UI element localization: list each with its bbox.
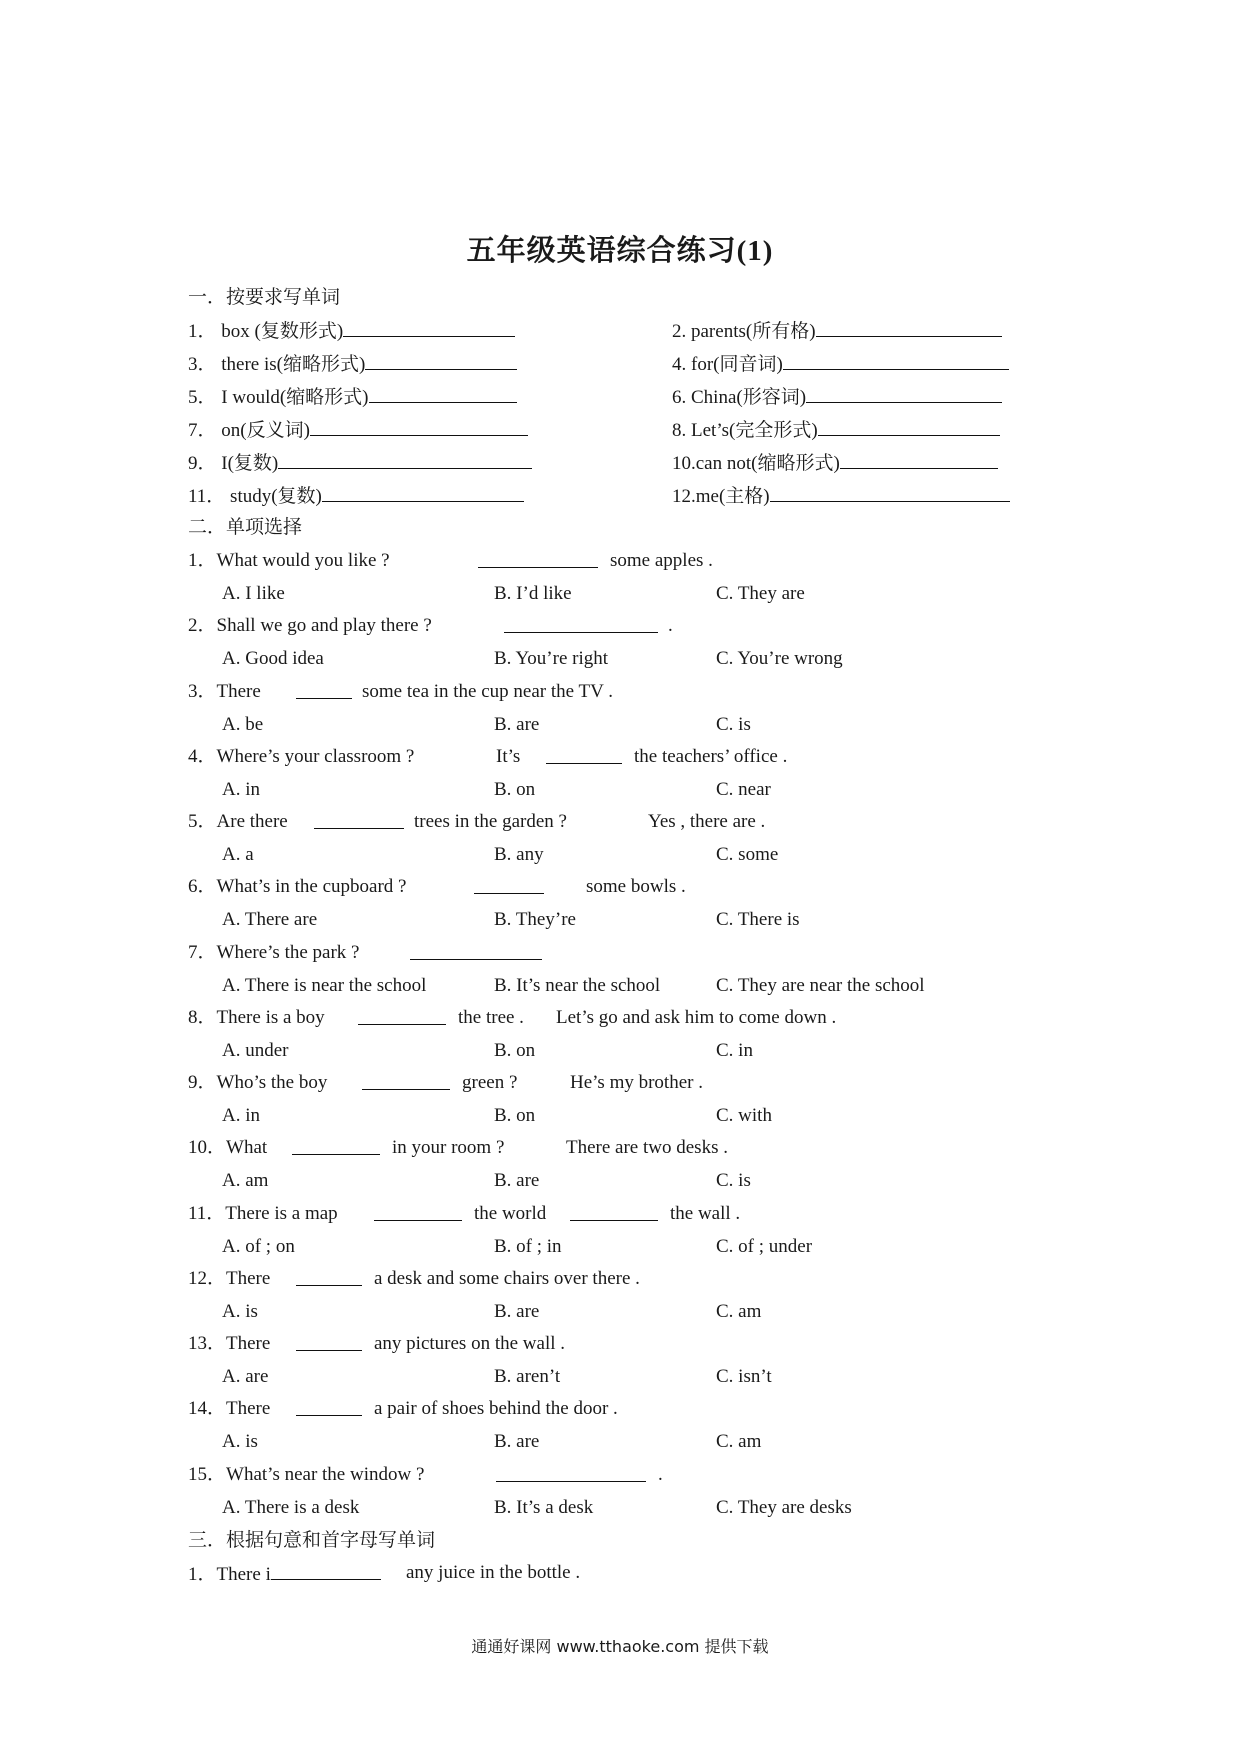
answer-blank[interactable] [296, 1332, 362, 1351]
option-b[interactable]: B. any [494, 844, 544, 865]
option-b[interactable]: B. of ; in [494, 1236, 562, 1257]
answer-blank[interactable] [816, 318, 1002, 337]
answer-blank[interactable] [374, 1202, 462, 1221]
question-5: 5．Are there [188, 811, 288, 832]
question-text: green ? [462, 1072, 518, 1093]
footer-credit: 通通好课网 www.tthaoke.com 提供下载 [471, 1637, 769, 1656]
word-item-7: 7． on(反义词) [188, 417, 528, 443]
option-b[interactable]: B. on [494, 779, 536, 800]
option-c[interactable]: C. is [716, 714, 751, 735]
option-b[interactable]: B. on [494, 1040, 536, 1061]
fill-item-1: 1．There i [188, 1561, 381, 1587]
answer-blank[interactable] [806, 384, 1002, 403]
option-b[interactable]: B. It’s near the school [494, 975, 661, 996]
question-13: 13．There [188, 1333, 271, 1354]
word-item-11: 11． study(复数) [188, 483, 524, 509]
answer-blank[interactable] [362, 1071, 450, 1090]
question-text: He’s my brother . [570, 1072, 703, 1093]
option-a[interactable]: A. am [222, 1170, 269, 1191]
word-item-2: 2. parents(所有格) [672, 318, 1002, 344]
question-8: 8．There is a boy [188, 1007, 325, 1028]
answer-blank[interactable] [296, 1397, 362, 1416]
word-item-1: 1． box (复数形式) [188, 318, 515, 344]
option-c[interactable]: C. near [716, 779, 771, 800]
question-15: 15．What’s near the window ? [188, 1464, 425, 1485]
answer-blank[interactable] [474, 875, 544, 894]
option-a[interactable]: A. under [222, 1040, 289, 1061]
answer-blank[interactable] [292, 1136, 380, 1155]
question-9: 9．Who’s the boy [188, 1072, 328, 1093]
word-item-3: 3． there is(缩略形式) [188, 351, 517, 377]
option-b[interactable]: B. It’s a desk [494, 1497, 594, 1518]
answer-blank[interactable] [365, 351, 517, 370]
option-b[interactable]: B. are [494, 1170, 540, 1191]
option-a[interactable]: A. a [222, 844, 254, 865]
question-text: trees in the garden ? [414, 811, 567, 832]
option-b[interactable]: B. are [494, 1431, 540, 1452]
option-c[interactable]: C. They are near the school [716, 975, 925, 996]
question-2: 2．Shall we go and play there ? [188, 615, 432, 636]
option-a[interactable]: A. Good idea [222, 648, 324, 669]
question-text: some tea in the cup near the TV . [362, 681, 613, 702]
option-a[interactable]: A. are [222, 1366, 269, 1387]
answer-blank[interactable] [343, 318, 515, 337]
option-b[interactable]: B. on [494, 1105, 536, 1126]
word-item-4: 4. for(同音词) [672, 351, 1009, 377]
question-text: a pair of shoes behind the door . [374, 1398, 618, 1419]
option-a[interactable]: A. in [222, 1105, 260, 1126]
question-text: a desk and some chairs over there . [374, 1268, 640, 1289]
question-text: It’s [496, 746, 521, 767]
option-c[interactable]: C. They are [716, 583, 805, 604]
option-b[interactable]: B. You’re right [494, 648, 609, 669]
section-1-heading: 一．按要求写单词 [188, 286, 341, 308]
option-c[interactable]: C. There is [716, 909, 800, 930]
question-text: Yes , there are . [648, 811, 766, 832]
option-c[interactable]: C. is [716, 1170, 751, 1191]
answer-blank[interactable] [818, 417, 1000, 436]
option-a[interactable]: A. There is near the school [222, 975, 427, 996]
option-b[interactable]: B. They’re [494, 909, 576, 930]
question-text: There are two desks . [566, 1137, 728, 1158]
answer-blank[interactable] [840, 450, 998, 469]
question-text: the tree . [458, 1007, 524, 1028]
option-a[interactable]: A. There is a desk [222, 1497, 360, 1518]
word-item-9: 9． I(复数) [188, 450, 532, 476]
option-c[interactable]: C. with [716, 1105, 772, 1126]
answer-blank[interactable] [322, 483, 524, 502]
answer-blank[interactable] [570, 1202, 658, 1221]
option-a[interactable]: A. in [222, 779, 260, 800]
word-item-10: 10.can not(缩略形式) [672, 450, 998, 476]
question-14: 14．There [188, 1398, 271, 1419]
answer-blank[interactable] [496, 1463, 646, 1482]
question-text: the teachers’ office . [634, 746, 788, 767]
option-b[interactable]: B. aren’t [494, 1366, 561, 1387]
option-a[interactable]: A. I like [222, 583, 285, 604]
question-12: 12．There [188, 1268, 271, 1289]
answer-blank[interactable] [278, 450, 532, 469]
question-text: in your room ? [392, 1137, 505, 1158]
option-b[interactable]: B. I’d like [494, 583, 572, 604]
question-text: . [658, 1464, 663, 1485]
option-a[interactable]: A. is [222, 1431, 258, 1452]
option-a[interactable]: A. is [222, 1301, 258, 1322]
word-item-5: 5． I would(缩略形式) [188, 384, 517, 410]
question-11: 11．There is a map [188, 1203, 338, 1224]
question-1: 1．What would you like ? [188, 550, 390, 571]
question-6: 6．What’s in the cupboard ? [188, 876, 407, 897]
question-text: Let’s go and ask him to come down . [556, 1007, 837, 1028]
answer-blank[interactable] [271, 1561, 381, 1580]
word-item-12: 12.me(主格) [672, 483, 1010, 509]
answer-blank[interactable] [410, 941, 542, 960]
option-a[interactable]: A. There are [222, 909, 318, 930]
answer-blank[interactable] [358, 1006, 446, 1025]
section-3-heading: 三．根据句意和首字母写单词 [188, 1529, 436, 1551]
page-title: 五年级英语综合练习(1) [466, 235, 774, 267]
section-2-heading: 二．单项选择 [188, 516, 303, 538]
question-text: any pictures on the wall . [374, 1333, 566, 1354]
answer-blank[interactable] [369, 384, 517, 403]
answer-blank[interactable] [296, 680, 352, 699]
question-7: 7．Where’s the park ? [188, 942, 360, 963]
option-c[interactable]: C. in [716, 1040, 753, 1061]
word-item-6: 6. China(形容词) [672, 384, 1002, 410]
question-4: 4．Where’s your classroom ? [188, 746, 415, 767]
option-c[interactable]: C. some [716, 844, 779, 865]
word-item-8: 8. Let’s(完全形式) [672, 417, 1000, 443]
option-b[interactable]: B. are [494, 1301, 540, 1322]
answer-blank[interactable] [504, 614, 658, 633]
answer-blank[interactable] [314, 810, 404, 829]
option-c[interactable]: C. am [716, 1301, 762, 1322]
option-c[interactable]: C. am [716, 1431, 762, 1452]
option-c[interactable]: C. You’re wrong [716, 648, 843, 669]
answer-blank[interactable] [296, 1267, 362, 1286]
answer-blank[interactable] [770, 483, 1010, 502]
option-c[interactable]: C. of ; under [716, 1236, 813, 1257]
question-text: . [668, 615, 673, 636]
option-c[interactable]: C. They are desks [716, 1497, 852, 1518]
option-b[interactable]: B. are [494, 714, 540, 735]
question-text: the wall . [670, 1203, 741, 1224]
question-text: some apples . [610, 550, 713, 571]
answer-blank[interactable] [546, 745, 622, 764]
option-a[interactable]: A. be [222, 714, 264, 735]
option-c[interactable]: C. isn’t [716, 1366, 772, 1387]
answer-blank[interactable] [310, 417, 528, 436]
question-text: the world [474, 1203, 547, 1224]
question-text: any juice in the bottle . [406, 1562, 581, 1583]
question-text: some bowls . [586, 876, 686, 897]
question-3: 3．There [188, 681, 261, 702]
option-a[interactable]: A. of ; on [222, 1236, 295, 1257]
answer-blank[interactable] [783, 351, 1009, 370]
question-10: 10．What [188, 1137, 268, 1158]
answer-blank[interactable] [478, 549, 598, 568]
